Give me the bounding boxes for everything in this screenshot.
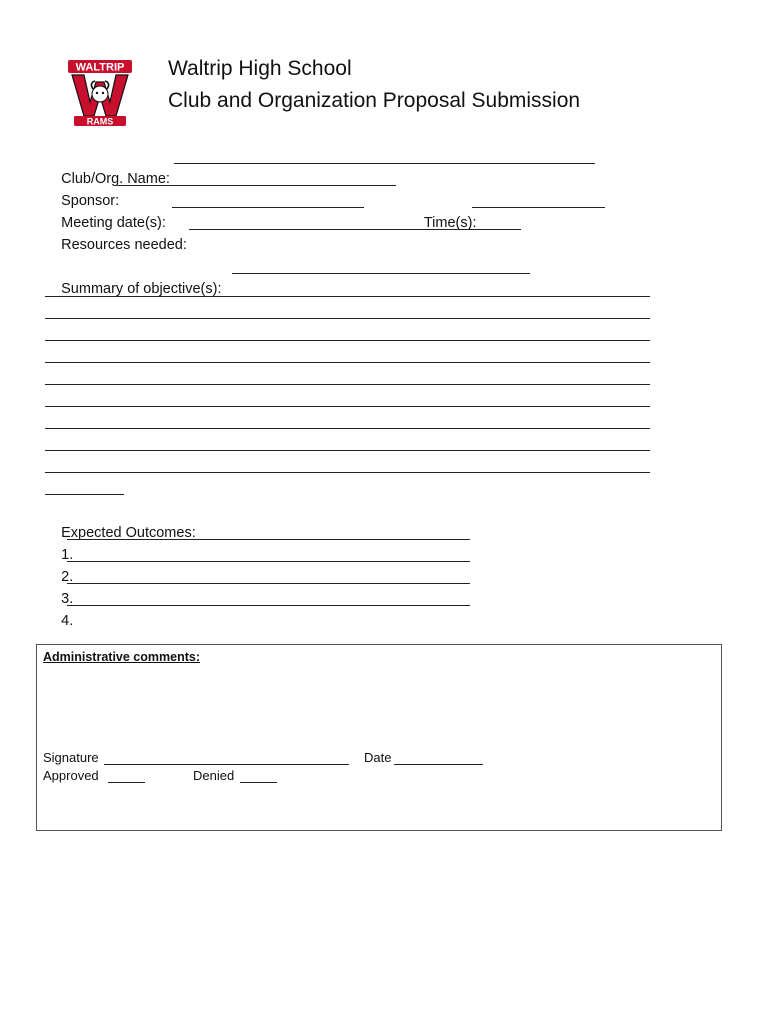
- school-name: Waltrip High School: [168, 57, 352, 80]
- outcome-field[interactable]: [67, 605, 470, 606]
- administrative-comments-box: [36, 644, 722, 831]
- signature-label: Signature: [43, 750, 99, 765]
- outcome-field[interactable]: [67, 561, 470, 562]
- meeting-dates-label: Meeting date(s):: [61, 215, 166, 231]
- summary-blank-line[interactable]: [45, 472, 650, 473]
- summary-label: Summary of objective(s):: [61, 281, 222, 297]
- sponsor-field[interactable]: [117, 185, 396, 186]
- resources-label: Resources needed:: [61, 237, 187, 253]
- summary-blank-line[interactable]: [45, 384, 650, 385]
- summary-blank-line[interactable]: [45, 340, 650, 341]
- sponsor-label: Sponsor:: [61, 193, 120, 209]
- club-name-label: Club/Org. Name:: [61, 171, 170, 187]
- times-label: Time(s):: [423, 215, 477, 231]
- summary-blank-line[interactable]: [45, 428, 650, 429]
- denied-label: Denied: [193, 768, 235, 783]
- summary-blank-line[interactable]: [45, 296, 650, 297]
- outcome-number: 4.: [61, 613, 74, 629]
- summary-blank-line-end[interactable]: [45, 494, 124, 495]
- outcome-field[interactable]: [67, 539, 470, 540]
- club-name-field[interactable]: [174, 163, 595, 164]
- summary-blank-line[interactable]: [45, 362, 650, 363]
- summary-blank-line[interactable]: [45, 450, 650, 451]
- form-title: Club and Organization Proposal Submission: [168, 89, 581, 112]
- outcome-field[interactable]: [67, 583, 470, 584]
- svg-text:WALTRIP: WALTRIP: [75, 61, 125, 74]
- summary-blank-line[interactable]: [45, 406, 650, 407]
- waltrip-rams-logo-graphic: [64, 56, 136, 128]
- waltrip-rams-logo: [64, 56, 136, 128]
- document-title: [168, 53, 580, 117]
- denied-field[interactable]: [240, 782, 277, 783]
- approved-label: Approved: [43, 768, 99, 783]
- expected-outcomes-label: Expected Outcomes:: [61, 525, 196, 541]
- summary-row: [45, 256, 221, 322]
- signature-field[interactable]: [104, 764, 349, 765]
- svg-text:RAMS: RAMS: [86, 116, 114, 127]
- summary-field-first-line[interactable]: [232, 273, 530, 274]
- date-label: Date: [364, 750, 392, 765]
- meeting-dates-field[interactable]: [172, 207, 364, 208]
- times-field[interactable]: [472, 207, 605, 208]
- outcome-number: 1.: [61, 547, 74, 563]
- summary-blank-line[interactable]: [45, 318, 650, 319]
- resources-field[interactable]: [189, 229, 521, 230]
- date-field[interactable]: [394, 764, 483, 765]
- times-row: [408, 190, 476, 256]
- outcome-number: 2.: [61, 569, 74, 585]
- approved-field[interactable]: [108, 782, 145, 783]
- administrative-comments-heading: Administrative comments:: [43, 650, 200, 664]
- outcome-number: 3.: [61, 591, 74, 607]
